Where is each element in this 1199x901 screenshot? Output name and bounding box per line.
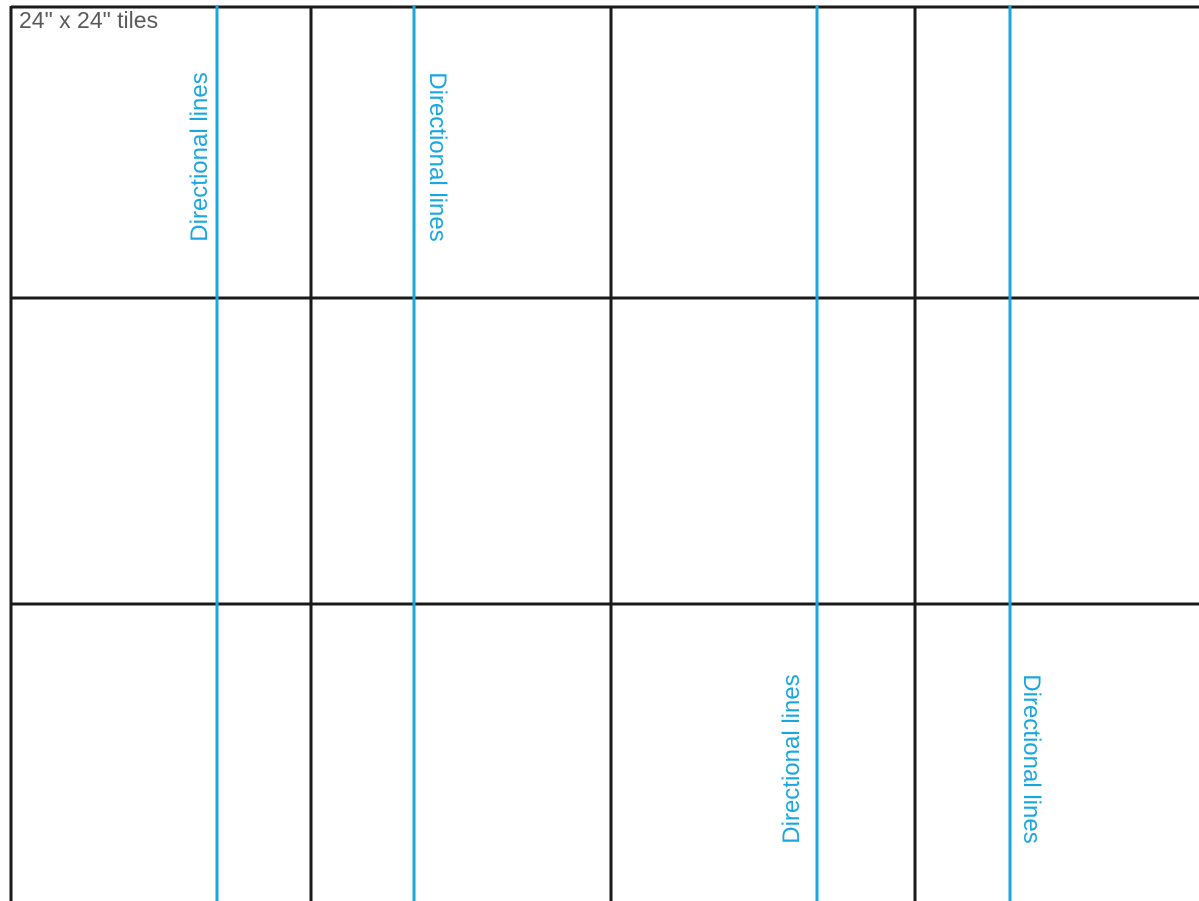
directional-line-label: Directional lines <box>186 72 213 242</box>
directional-lines <box>217 6 1010 901</box>
directional-line-label: Directional lines <box>778 674 805 844</box>
directional-line-label: Directional lines <box>1018 674 1045 844</box>
directional-line-label: Directional lines <box>424 72 451 242</box>
tile-size-label: 24" x 24" tiles <box>19 9 161 35</box>
